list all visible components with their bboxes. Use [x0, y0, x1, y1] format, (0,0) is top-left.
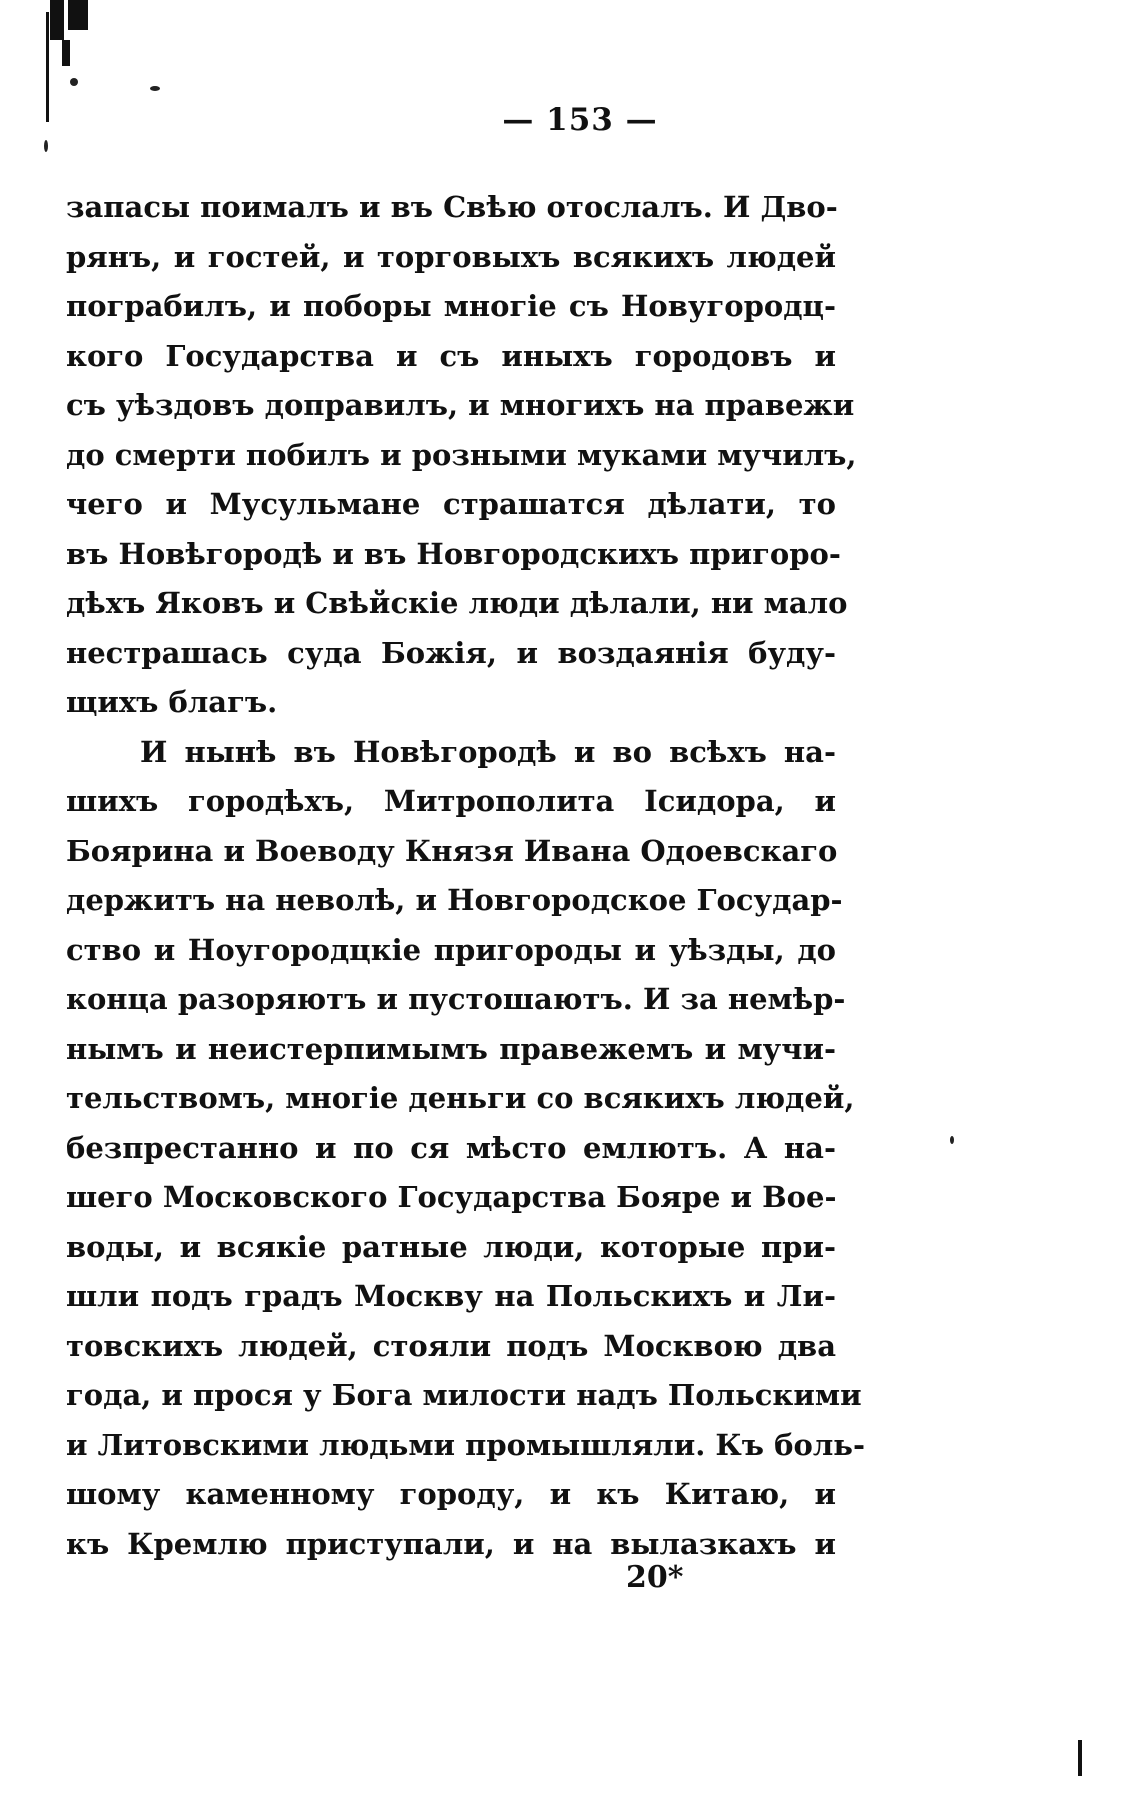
text-line: рянъ, и гостей, и торговыхъ всякихъ людей — [66, 239, 836, 274]
text-line: пограбилъ, и поборы многіе съ Новугородц- — [66, 289, 836, 323]
text-line: Боярина и Воеводу Князя Ивана Одоевскаго — [66, 833, 838, 868]
text-line: нымъ и неистерпимымъ правежемъ и мучи- — [66, 1031, 836, 1066]
scan-smudge — [68, 0, 88, 30]
text-line: товскихъ людей, стояли подъ Москвою два — [66, 1328, 836, 1363]
text-line: запасы поималъ и въ Свѣю отослалъ. И Дво- — [66, 190, 838, 224]
text-line: конца разоряютъ и пустошаютъ. И за немѣр- — [66, 982, 846, 1016]
scan-speck — [44, 140, 48, 152]
scan-smudge — [62, 40, 70, 66]
text-line: шому каменному городу, и къ Китаю, и — [66, 1477, 836, 1511]
page-text — [66, 183, 865, 1569]
text-line: шихъ городѣхъ, Митрополита Ісидора, и — [66, 784, 836, 818]
text-line: тельствомъ, многіе деньги со всякихъ людей, — [66, 1081, 855, 1115]
text-line: ство и Ноугородцкіе пригороды и уѣзды, до — [66, 932, 836, 967]
text-line: до смерти побилъ и розными муками мучилъ, — [66, 437, 857, 472]
text-line: шего Московского Государства Бояре и Вое- — [66, 1180, 837, 1214]
text-line-paragraph-start: И нынѣ въ Новѣгородѣ и во всѣхъ на- — [140, 734, 836, 769]
text-line: съ уѣздовъ доправилъ, и многихъ на правежи — [66, 388, 855, 422]
text-line: къ Кремлю приступали, и на вылазкахъ и — [66, 1526, 836, 1561]
text-line: нестрашась суда Божія, и воздаянія буду- — [66, 635, 836, 670]
text-line: воды, и всякіе ратные люди, которые при- — [66, 1229, 836, 1264]
text-line: дѣхъ Яковъ и Свѣйскіе люди дѣлали, ни мало — [66, 586, 848, 620]
text-line: года, и прося у Бога милости надъ Польскими — [66, 1378, 862, 1412]
text-line: кого Государства и съ иныхъ городовъ и — [66, 338, 836, 373]
text-line-paragraph-end: щихъ благъ. — [66, 685, 278, 719]
scan-smudge — [1078, 1740, 1082, 1776]
text-line: и Литовскими людьми промышляли. Къ боль- — [66, 1427, 865, 1462]
text-line: чего и Мусульмане страшатся дѣлати, то — [66, 487, 836, 521]
text-line: шли подъ градъ Москву на Польскихъ и Ли- — [66, 1279, 836, 1313]
scan-speck — [70, 78, 78, 86]
text-line: держитъ на неволѣ, и Новгородское Государ- — [66, 883, 843, 917]
text-line: въ Новѣгородѣ и въ Новгородскихъ пригоро- — [66, 536, 841, 571]
page-number: — 153 — — [502, 102, 658, 138]
scan-smudge — [50, 0, 64, 40]
text-line: безпрестанно и по ся мѣсто емлютъ. А на- — [66, 1130, 836, 1165]
scan-speck — [150, 86, 160, 91]
scan-speck — [950, 1136, 954, 1144]
signature-mark: 20* — [626, 1560, 684, 1595]
